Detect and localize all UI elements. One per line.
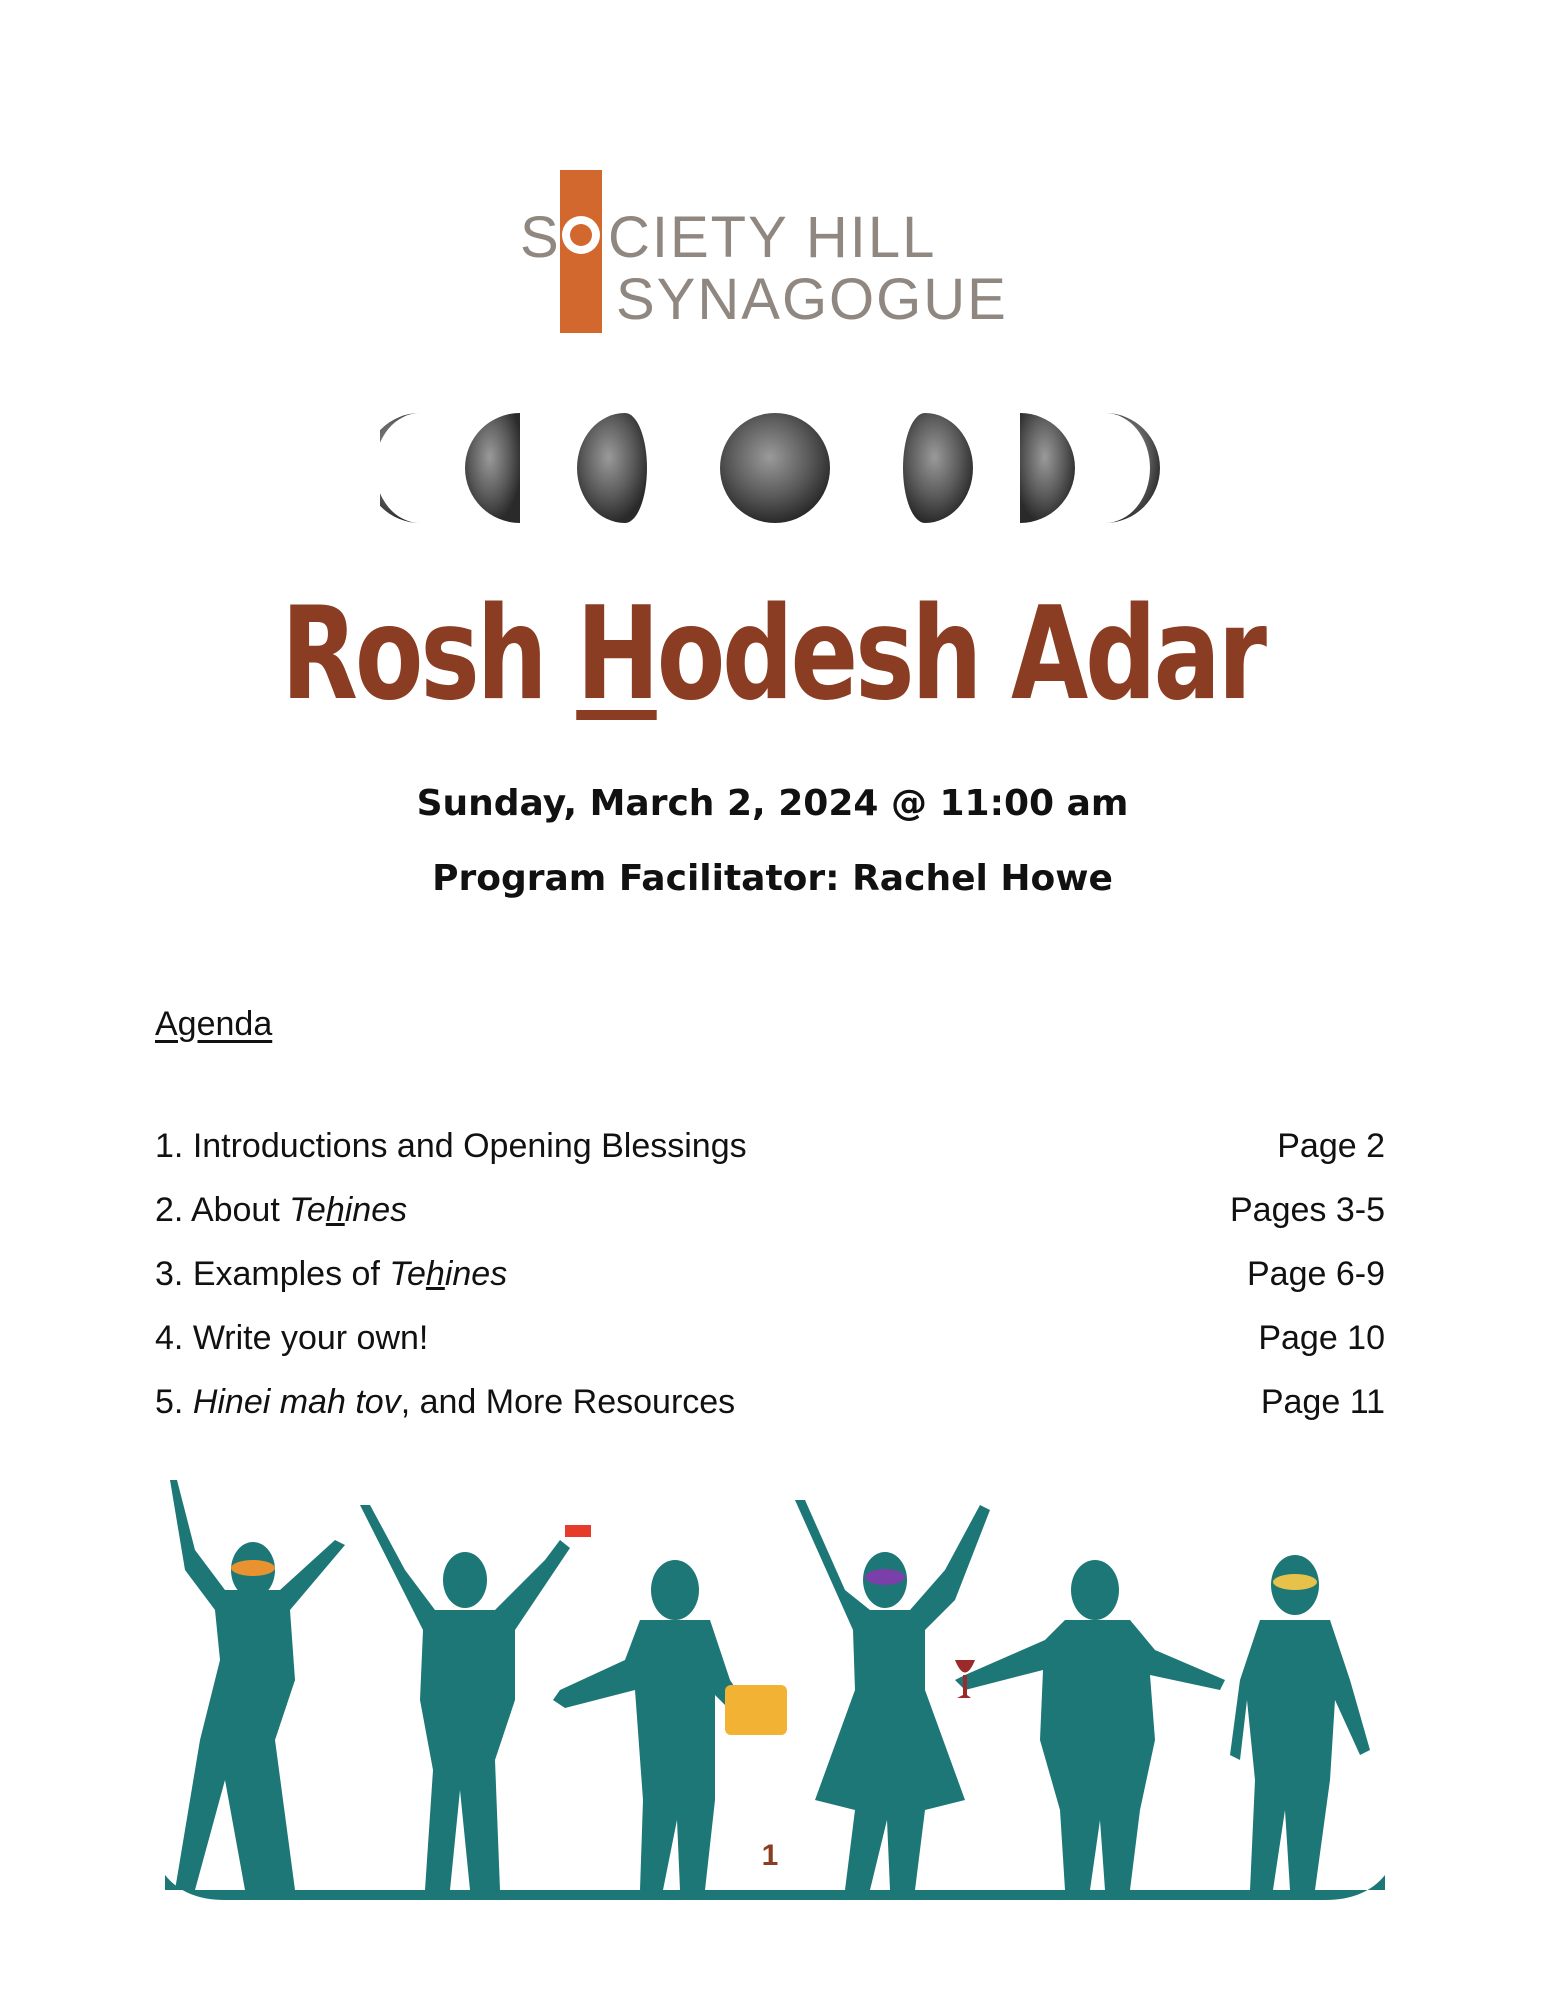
agenda-item: 3. Examples of Tehines Page 6-9 [155,1255,1385,1293]
logo-line-1: S CIETY HILL [520,205,937,270]
logo-o-circle [562,216,600,254]
moon-phase-4 [720,413,830,523]
agenda-item: 4. Write your own! Page 10 [155,1319,1385,1357]
moon-phase-7 [1105,413,1160,523]
page-number: 1 [744,1830,796,1882]
moon-phase-6 [1020,413,1075,523]
silhouette-2 [360,1505,570,1890]
synagogue-logo [520,170,1040,335]
silhouette-6 [1230,1555,1370,1890]
gift-basket [725,1685,787,1735]
moon-phase-2 [465,413,520,523]
logo-line-2: SYNAGOGUE [616,267,1008,332]
agenda-item: 2. About Tehines Pages 3-5 [155,1191,1385,1229]
silhouette-5 [955,1560,1225,1890]
agenda-item: 1. Introductions and Opening Blessings Page 2 [155,1127,1385,1165]
agenda-page-ref: Page 6-9 [1247,1255,1385,1293]
agenda-page-ref: Page 2 [1277,1127,1385,1165]
program-facilitator: Program Facilitator: Rachel Howe [432,858,1113,899]
moon-phases-image [380,405,1160,530]
silhouette-1 [170,1480,345,1890]
event-date: Sunday, March 2, 2024 @ 11:00 am [416,783,1129,824]
agenda-list [155,1127,1385,1447]
moon-phase-1 [380,413,420,523]
silhouette-4 [795,1500,990,1890]
agenda-heading: Agenda [155,1005,273,1043]
agenda-item: 5. Hinei mah tov, and More Resources Page 11 [155,1383,1385,1421]
moon-phase-5 [903,413,973,523]
noisemaker [565,1525,591,1537]
agenda-page-ref: Page 11 [1260,1383,1385,1421]
agenda-page-ref: Page 10 [1258,1319,1385,1357]
silhouette-3 [553,1560,750,1890]
page-title: Rosh Hodesh Adar [281,580,1264,729]
agenda-page-ref: Pages 3-5 [1230,1191,1385,1229]
moon-phase-3 [577,413,647,523]
